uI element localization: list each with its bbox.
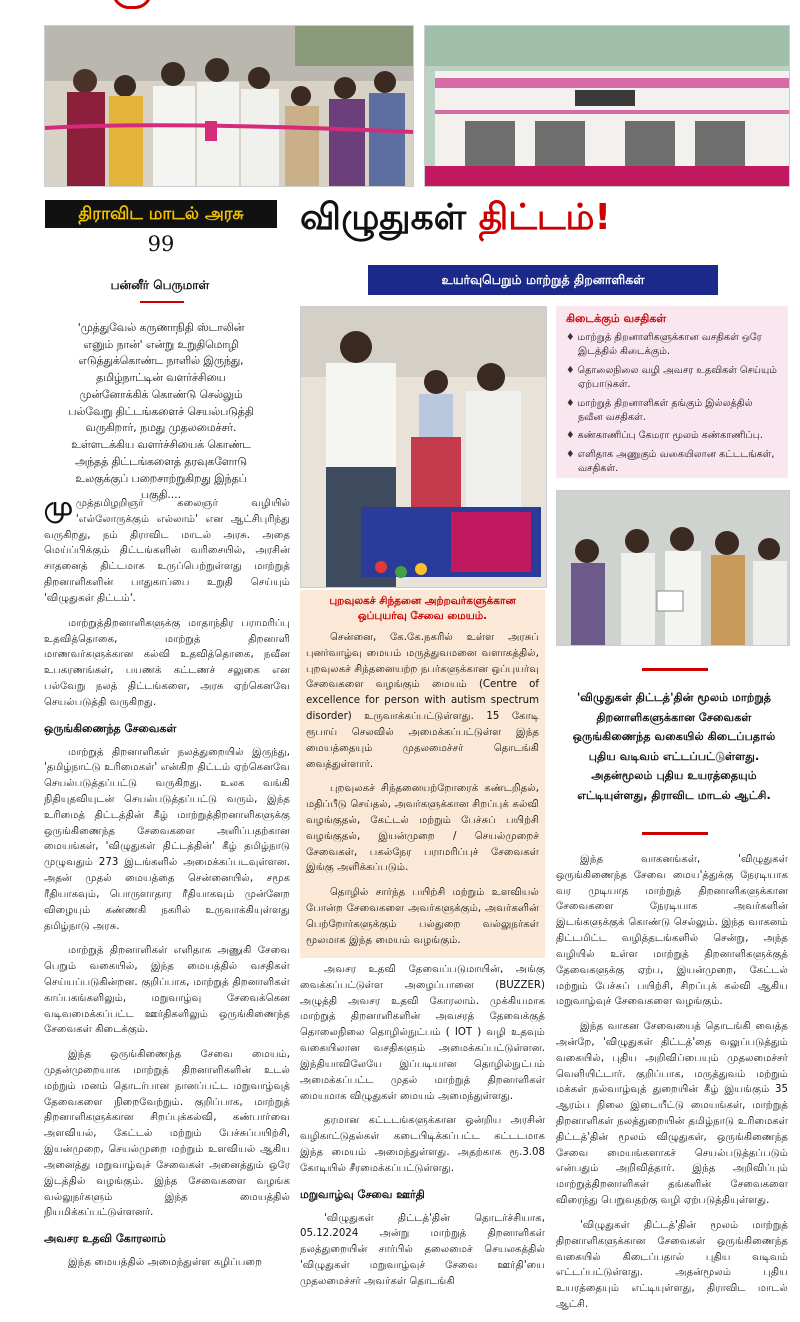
series-number: 99 <box>147 232 175 256</box>
facility-item <box>566 364 778 392</box>
pullquote-rule-top <box>642 668 708 671</box>
headline <box>300 188 800 248</box>
facility-text: தொலைநிலை வழி அவசர உதவிகள் செய்யும் ஏற்பாடுகள். <box>577 364 777 390</box>
col3-p1: இந்த வாகனங்கள், 'விழுதுகள் ஒருங்கிணைந்த சேவை மைய'த்துக்கு நேரடியாக வர முடியாத மாற்றுத் திறனாளிகளுக்கான சேவைகளை நேரடியாக அவர்களின் இடங்களுக்குக் கொண்டு செல்லும். இந்த வாகனம் திட்டமிட்ட வழித்தடங்களில் சென்று, அந்த வழியில் உள்ள மாற்றுத் திறனாளிகளுக்குத் தேவைகளுக்கு ஏற்ப, இயன்முறை, கேட்டல் மற்றும் பேச்சுப் பயிற்சி, சிறப்புக் கல்வி ஆகிய மறுவாழ்வுச் சேவைகளை வழங்கும். <box>556 854 788 1008</box>
col1-p4: மாற்றுத் திறனாளிகள் எளிதாக அணுகி சேவை பெறும் வகையில், இந்த மையத்தில் வசதிகள் செய்யப்படுகின்றன. குறிப்பாக, மாற்றுத் திறனாளிகள் காப்பகங்களிலும், மறுவாழ்வு சேவைக்கென வடிவமைக்கப்பட்ட ஊர்திகளிலும் ஒருங்கிணைந்த சேவைகள் கிடைக்கும். <box>44 945 290 1036</box>
facility-item <box>566 448 778 476</box>
col2-p5: தரமான கட்டடங்களுக்கான ஒன்றிய அரசின் வழிகாட்டுதல்கள் கடைபிடிக்கப்பட்ட கட்டடமாக இந்த மையம் அமைந்துள்ளது. அதற்காக ரூ.3.08 கோடியில் சீரமைக்கப்பட்டுள்ளது. <box>300 1115 545 1174</box>
photo-caption: புறவுலகச் சிந்தனை அற்றவர்களுக்கான ஒப்புயர்வு சேவை மையம். <box>329 595 516 623</box>
col2-p2: புறவுலகச் சிந்தனையற்றோரைக் கண்டறிதல், மதிப்பீடு செய்தல், அவர்களுக்கான சிறப்புக் கல்வி வழங்குதல், கேட்டல் மற்றும் பேச்சுப் பயிற்சி வழங்குதல், இயன்முறை / செயல்முறைச் சேவைகள், பகல்நேர பராமரிப்புச் சேவைகள் இங்கு அளிக்கப்படும். <box>306 783 539 874</box>
column-3 <box>556 852 788 1322</box>
intro-text: 'முத்துவேல் கருணாநிதி ஸ்டாலின் எனும் நான்' என்று உறுதிமொழி எடுத்துக்கொண்ட நாளில் இருந்து, தமிழ்நாட்டின் வளர்ச்சியை முன்னோக்கிக் கொண்டு செல்லும் பல்வேறு திட்டங்களைச் செயல்படுத்தி வருகிறார், நமது முதலமைச்சர். உள்ளடக்கிய வளர்ச்சியைக் கொண்ட அந்தத் திட்டங்களைத் தரவுகளோடு உலகுக்குப் பறைசாற்றுகிறது இந்தப் பகுதி.... <box>68 321 254 502</box>
child-photo <box>300 306 547 588</box>
author-rule <box>140 301 184 303</box>
col1-p1: முத்தமிழறிஞர் கலைஞர் வழியில் 'எல்லோருக்கும் எல்லாம்' என ஆட்சிபுரிந்து வருகிறது, நம் திராவிட மாடல் அரசு. அதை மெய்ப்பிக்கும் திட்டங்களின் வரிசையில், அரசின் சாதனைத் திட்டமாக உருப்பெற்றுள்ளது மாற்றுத் திறனாளிகளின் பாதுகாப்பை உறுதி செய்யும் 'விழுதுகள் திட்டம்'. <box>44 498 290 604</box>
col2-p3: தொழில் சார்ந்த பயிற்சி மற்றும் உளவியல் போன்ற சேவைகளை அவர்களுக்கும், அவர்களின் பெற்றோர்களுக்கும் பல்துறை வல்லுநர்கள் மூலமாக இந்த மையம் வழங்கும். <box>306 887 539 946</box>
col2-p1: சென்னை, கே.கே.நகரில் உள்ள அரசுப் புனர்வாழ்வு மையம் மருத்துவமனை வளாகத்தில், புறவுலகச் சிந்தனையற்ற நபர்களுக்கான ஒப்புயர்வு சேவைகளை வழங்கும் மையம் (Centre of excellence for person with autism spectrum disorder) உருவாக்கப்பட்டுள்ளது. 15 கோடி ரூபாய் செலவில் அமைக்கப்பட்டுள்ள இந்த மையத்தையும் முதலமைச்சர் தொடங்கி வைத்துள்ளார். <box>306 632 539 770</box>
col3-p2: இந்த வாகன சேவையைத் தொடங்கி வைத்த அன்றே, 'விழுதுகள் திட்டத்'தை வலுப்படுத்தும் வகையில், புதிய அறிவிப்பையும் முதலமைச்சர் வெளியிட்டார். குறிப்பாக, மருத்துவம் மற்றும் மக்கள் நல்வாழ்வுத் துறையின் கீழ் இயங்கும் 35 ஆரம்ப நிலை இடையீட்டு மையங்கள், மாற்றுத் திறனாளிகள் நலத்துறையின் தமிழ்நாடு உரிமைகள் திட்டத்'தின் மூலம் விழுதுகள், ஒருங்கிணைந்த சேவை மையங்களாகச் செயல்படுத்தப்படும் என்பதும் அறிவித்தார். இந்த அறிவிப்பும் மாற்றுத்திறனாளிகள் தங்களின் சேவைகளை விரைந்து பெறுவதற்கு வழி ஏற்படுத்தியுள்ளது. <box>556 1021 788 1207</box>
facility-item <box>566 331 778 359</box>
facilities-title: கிடைக்கும் வசதிகள் <box>566 312 667 325</box>
author-name: பன்னீர் பெருமாள் <box>110 278 210 292</box>
bullet-drop-icon: ♦ <box>566 449 578 461</box>
column-2-lower <box>300 962 545 1299</box>
col2-p4: அவசர உதவி தேவைப்படுமாயின், அங்கு வைக்கப்பட்டுள்ள அழைப்பானை (BUZZER) அழுத்தி அவசர உதவி கோரலாம். முக்கியமாக மாற்றுத் திறனாளிகளின் அவசரத் தேவைக்குத் தொலைநிலை தொழில்நுட்பம் ( IOT ) வழி உதவும் வகையிலான வசதிகளும் அமைக்கப்பட்டுள்ளன. இந்தியாவிலேயே இப்படியான தொழில்நுட்பம் அமைக்கப்பட்ட முதல் மாற்றுத் திறனாளிகள் மையமாக விழுதுகள் மையம் அமைந்துள்ளது. <box>300 964 545 1102</box>
bullet-drop-icon: ♦ <box>566 332 578 343</box>
facility-item <box>566 429 778 443</box>
col1-heading-services: ஒருங்கிணைந்த சேவைகள் <box>44 721 177 735</box>
facility-text: மாற்றுத் திறனாளிகளுக்கான வசதிகள் ஒரே இடத்தில் கிடைக்கும். <box>577 332 762 357</box>
headline-subtitle: உயர்வுபெறும் மாற்றுத் திறனாளிகள் <box>368 265 718 295</box>
facilities-box <box>556 306 788 478</box>
dropcap: மு <box>44 492 73 522</box>
bullet-drop-icon: ♦ <box>566 364 578 376</box>
col1-p5: இந்த ஒருங்கிணைந்த சேவை மையம், முதன்முறையாக மாற்றுத் திறனாளிகளின் உடல் மற்றும் மனம் தொடர்பான நானப்பட்ட மறுவாழ்வுத் தேவைகளை நிறைவேற்றும். குறிப்பாக, மாற்றுத் திறனாளிகளுக்கான சிறப்புக்கல்வி, கண்பார்வை அளவியல், கேட்டல் மற்றும் பேச்சுப்பயிற்சி, இயன்முறை, செயல்முறை மற்றும் உளவியல் ஆகிய அனைத்து மறுவாழ்வுச் சேவைகள் அனைத்தும் ஒரே இடத்தில் வழங்கும். இந்த சேவைகளை வழங்க வல்லுநர்களும் இந்த மையத்தில் நியமிக்கப்பட்டுள்ளனர். <box>44 1049 290 1219</box>
facilities-list <box>566 331 778 476</box>
series-label: திராவிட மாடல் அரசு <box>45 200 277 228</box>
col1-heading-emergency: அவசர உதவி கோரலாம் <box>44 1232 166 1246</box>
col1-p3: மாற்றுத் திறனாளிகள் நலத்துறையில் இருந்து, 'தமிழ்நாட்டு உரிமைகள்' என்கிற திட்டம் ஏற்கெனவே செயல்படுத்தப்பட்டு வருகிறது. உலக வங்கி நிதியுதவியுடன் செயல்படுத்தப்பட்டு வரும், இந்த உரிமைத் திட்டத்தின் கீழ் மாற்றுத்திறனாளிகளுக்கு ஒருங்கிணைந்த சேவைகளை அளிப்பதற்கான மையங்கள், 'விழுதுகள் திட்டத்தின்' கீழ் தமிழ்நாடு முழுவதும் 273 இடங்களில் அமைக்கப்படவுள்ளன. அதன் முதல் மையத்தை சென்னையில், சமூக ரீதியாகவும், பொருளாதார ரீதியாகவும் முன்னேற விழையும் கண்ணகி நகரில் உருவாக்கியுள்ளது தமிழ்நாடு அரசு. <box>44 746 290 932</box>
column-1 <box>44 492 290 1280</box>
col1-p2: மாற்றுத்திறனாளிகளுக்கு மாதாந்திர பராமரிப்பு உதவித்தொகை, மாற்றுத் திறனாளி மாணவர்களுக்கான கல்வி உதவித்தொகை, நவீன உபகரணங்கள், பயணக் கட்டணச் சலுகை என பல்வேறு நலத் திட்டங்களை, அரசு ஏற்கெனவே செயல்படுத்தி வருகிறது. <box>44 617 290 708</box>
col1-p6: இந்த மையத்தில் அமைந்துள்ள கழிப்பறை <box>68 1257 263 1269</box>
headline-red: திட்டம்! <box>478 197 611 238</box>
facility-text: மாற்றுத் திறனாளிகள் தங்கும் இல்லத்தில் நவீன வசதிகள். <box>577 397 753 423</box>
top-logo-mark <box>112 0 152 9</box>
pullquote: 'விழுதுகள் திட்டத்'தின் மூலம் மாற்றுத் திறனாளிகளுக்கான சேவைகள் ஒருங்கிணைந்த வகையில் கிடைப்பதால் புதிய வடிவம் எட்டப்பட்டுள்ளது. அதன்மூலம் புதிய உயரத்தையும் எட்டியுள்ளது, திராவிட மாடல் ஆட்சி. <box>572 691 776 802</box>
bullet-drop-icon: ♦ <box>566 397 578 409</box>
crowd-photo <box>556 490 790 646</box>
facility-text: எளிதாக அணுகும் வகையிலான கட்டடங்கள், வசதிகள். <box>577 449 775 475</box>
inauguration-photo <box>44 25 414 187</box>
facility-text: கண்காணிப்பு கேமரா மூலம் கண்காணிப்பு. <box>577 430 763 442</box>
pullquote-rule-bottom <box>642 832 708 835</box>
building-photo <box>424 25 790 187</box>
col3-p3: 'விழுதுகள் திட்டத்'தின் மூலம் மாற்றுத் திறனாளிகளுக்கான சேவைகள் ஒருங்கிணைந்த வகையில் கிடைப்பதால் புதிய வடிவம் எட்டப்பட்டுள்ளது. அதன்மூலம் புதிய உயரத்தையும் எட்டியுள்ளது, திராவிட மாடல் ஆட்சி. <box>556 1219 788 1310</box>
col2-heading-vehicle: மறுவாழ்வு சேவை ஊர்தி <box>300 1187 425 1201</box>
headline-black: விழுதுகள் <box>300 197 467 238</box>
column-2 <box>306 630 539 957</box>
bullet-drop-icon: ♦ <box>566 430 578 442</box>
facility-item <box>566 397 778 425</box>
col2-p6: 'விழுதுகள் திட்டத்'தின் தொடர்ச்சியாக, 05.12.2024 அன்று மாற்றுத் திறனாளிகள் நலத்துறையின் சார்பில் தலைமைச் செயலகத்தில் 'விழுதுகள் மறுவாழ்வுச் சேவை ஊர்தி'யை முதலமைச்சர் அவர்கள் தொடங்கி <box>300 1212 545 1287</box>
